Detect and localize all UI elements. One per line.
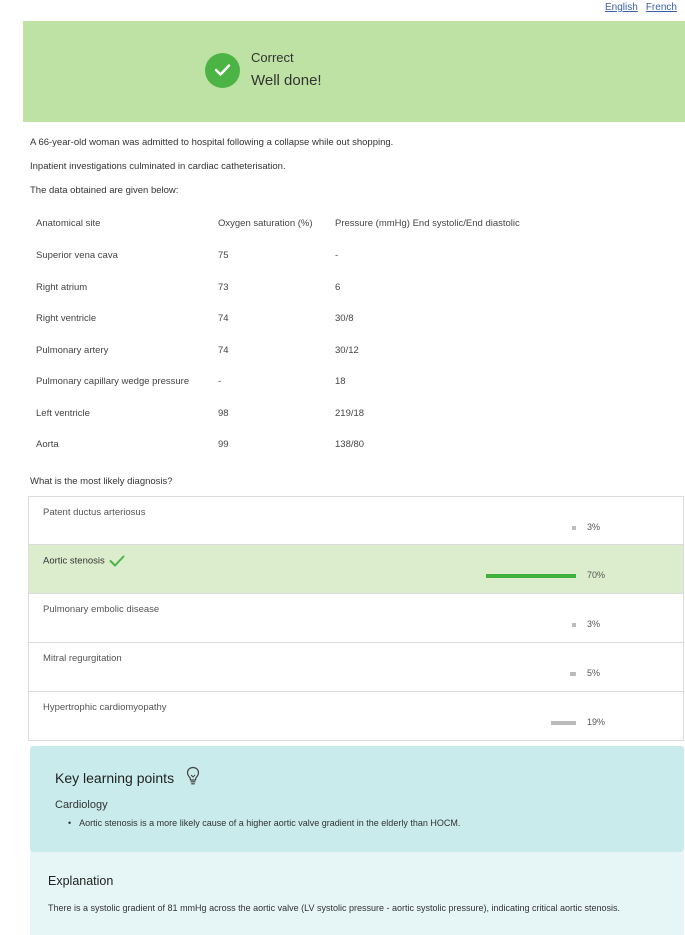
answer-option-correct[interactable] [28, 545, 684, 594]
lang-french-link[interactable]: French [645, 2, 677, 13]
key-learning-point: • Aortic stenosis is a more likely cause of a higher aortic valve gradient in the elderly than HOCM. [68, 818, 460, 828]
answer-option[interactable] [28, 594, 684, 643]
table-cell: 73 [218, 282, 229, 293]
table-cell: - [335, 250, 339, 261]
percent-bar [572, 526, 576, 530]
question-text: What is the most likely diagnosis? [30, 476, 173, 487]
explanation-text: There is a systolic gradient of 81 mmHg across the aortic valve (LV systolic pressure - aortic systolic pressure), indicating critical aortic stenosis. [48, 903, 621, 913]
table-header: Oxygen saturation (%) [218, 218, 313, 229]
table-cell: Superior vena cava [36, 250, 118, 261]
answer-label-text: Aortic stenosis [43, 555, 105, 567]
answer-label: Pulmonary embolic disease [43, 604, 160, 615]
check-icon [205, 53, 240, 88]
table-cell: 6 [335, 282, 341, 293]
answer-option[interactable] [28, 496, 684, 545]
table-cell: 75 [218, 250, 229, 261]
table-cell: Aorta [36, 439, 59, 450]
answer-list [28, 496, 684, 741]
answer-option[interactable] [28, 692, 684, 741]
answer-label [43, 555, 125, 567]
table-cell: 99 [218, 439, 229, 450]
table-cell: 30/12 [335, 345, 359, 356]
language-switcher [605, 2, 685, 13]
lang-english-link[interactable]: English [605, 2, 638, 13]
percent-bar [551, 721, 576, 725]
table-cell: Pulmonary capillary wedge pressure [36, 376, 190, 387]
result-subtitle: Well done! [251, 72, 322, 89]
key-learning-title: Key learning points [55, 770, 175, 786]
table-cell: - [218, 376, 222, 387]
answer-label: Mitral regurgitation [43, 653, 122, 664]
table-cell: Left ventricle [36, 408, 90, 419]
table-cell: Right atrium [36, 282, 88, 293]
table-cell: 18 [335, 376, 346, 387]
key-learning-panel [30, 746, 684, 852]
result-title: Correct [251, 50, 294, 65]
percent-label: 70% [587, 570, 606, 580]
answer-option[interactable] [28, 643, 684, 692]
table-header: Pressure (mmHg) End systolic/End diastolic [335, 218, 520, 229]
lightbulb-icon [186, 766, 200, 786]
table-cell: Pulmonary artery [36, 345, 109, 356]
table-cell: 138/80 [335, 439, 365, 450]
answer-label: Hypertrophic cardiomyopathy [43, 702, 167, 713]
intro-line: The data obtained are given below: [30, 185, 179, 196]
table-cell: 74 [218, 313, 229, 324]
explanation-panel [30, 852, 684, 935]
table-cell: 74 [218, 345, 229, 356]
percent-bar [486, 574, 576, 578]
percent-label: 3% [587, 522, 601, 532]
percent-label: 5% [587, 668, 601, 678]
table-cell: 98 [218, 408, 229, 419]
percent-label: 3% [587, 619, 601, 629]
percent-label: 19% [587, 717, 606, 727]
answer-label: Patent ductus arteriosus [43, 507, 146, 518]
result-banner [23, 21, 685, 122]
key-learning-subject: Cardiology [55, 799, 108, 811]
table-header: Anatomical site [36, 218, 101, 229]
percent-bar [572, 623, 576, 627]
check-icon [109, 555, 125, 567]
intro-line: Inpatient investigations culminated in cardiac catheterisation. [30, 161, 286, 172]
intro-line: A 66-year-old woman was admitted to hospital following a collapse while out shopping. [30, 137, 394, 148]
explanation-title: Explanation [48, 874, 114, 888]
table-cell: 30/8 [335, 313, 354, 324]
percent-bar [570, 672, 576, 676]
table-cell: 219/18 [335, 408, 365, 419]
table-cell: Right ventricle [36, 313, 97, 324]
